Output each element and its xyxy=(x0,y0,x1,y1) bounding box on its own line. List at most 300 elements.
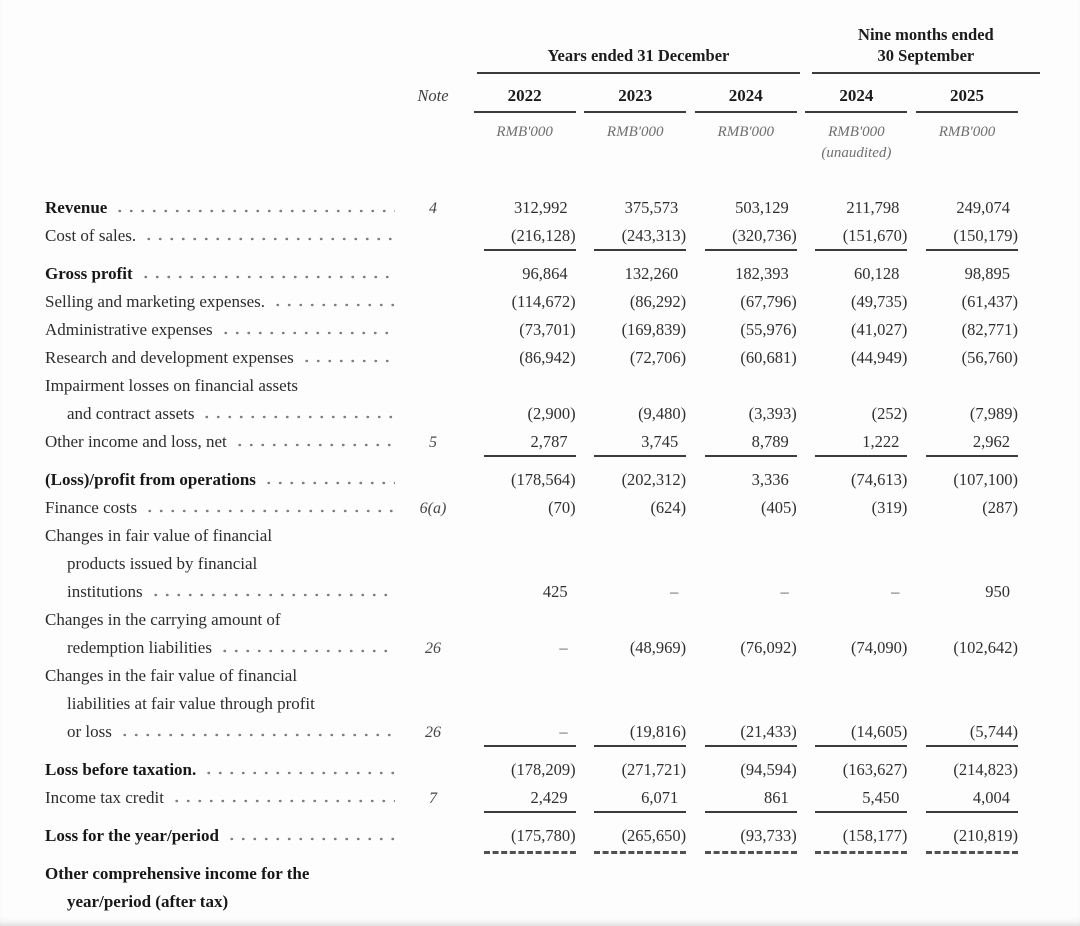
value-box xyxy=(926,788,1018,813)
value-box xyxy=(594,292,686,315)
dot-leader xyxy=(272,294,395,307)
value: (44,949) xyxy=(851,348,908,367)
table-row xyxy=(45,788,1018,816)
value-box xyxy=(815,292,907,315)
value: (73,701) xyxy=(519,320,576,339)
value-box xyxy=(815,498,907,521)
value: (214,823) xyxy=(953,760,1018,779)
value-box xyxy=(926,264,1018,287)
table-line xyxy=(45,264,1018,292)
value: 861 xyxy=(764,788,789,807)
dot-leader xyxy=(119,724,395,737)
value-box xyxy=(705,404,797,427)
note-cell: 5 xyxy=(429,434,437,451)
value: (169,839) xyxy=(621,320,687,339)
value-box xyxy=(705,226,797,251)
value: 3,336 xyxy=(751,470,789,489)
group2-title-line2: 30 September xyxy=(877,46,975,65)
year-header-2023: 2023 xyxy=(584,86,686,113)
value-box xyxy=(594,264,686,287)
year-cell xyxy=(907,86,1018,113)
row-label xyxy=(45,694,401,714)
table-line xyxy=(45,470,1018,498)
value-box xyxy=(705,826,797,854)
value-box xyxy=(594,498,686,521)
value: (175,780) xyxy=(510,826,576,845)
value-cell xyxy=(465,320,576,343)
value-cell xyxy=(576,348,687,371)
value-box xyxy=(594,348,686,371)
row-label-text: redemption liabilities xyxy=(67,638,212,657)
value-box xyxy=(594,826,686,854)
value-cell xyxy=(907,404,1018,427)
value-cell xyxy=(576,404,687,427)
year-cell xyxy=(465,86,576,113)
value-box xyxy=(926,404,1018,427)
row-label-text: (Loss)/profit from operations xyxy=(45,470,256,489)
value-box xyxy=(705,760,797,783)
table-line xyxy=(45,554,1018,582)
value-cell xyxy=(797,582,908,605)
value-cell xyxy=(686,582,797,605)
value: (41,027) xyxy=(851,320,908,339)
value-box xyxy=(594,638,686,661)
value: 249,074 xyxy=(956,198,1010,217)
year-header-row xyxy=(45,86,1018,113)
value: 2,962 xyxy=(972,432,1010,451)
row-label xyxy=(45,320,401,340)
dot-leader xyxy=(140,266,395,279)
row-label-text: Loss before taxation. xyxy=(45,760,197,779)
unit-cell xyxy=(576,123,687,141)
table-line xyxy=(45,826,1018,854)
note-column-header: Note xyxy=(417,86,449,105)
table-row xyxy=(45,526,1018,610)
value: 375,573 xyxy=(624,198,679,217)
value: 2,429 xyxy=(530,788,568,807)
value: (624) xyxy=(650,498,687,517)
value-box xyxy=(815,226,907,251)
unaudited-cell xyxy=(797,144,908,162)
value: (178,209) xyxy=(510,760,576,779)
row-label xyxy=(45,470,401,490)
value-box xyxy=(705,470,797,493)
row-label-text: Loss for the year/period xyxy=(45,826,219,845)
value-cell xyxy=(465,348,576,371)
note-cell: 26 xyxy=(425,724,441,741)
value: (86,292) xyxy=(629,292,687,311)
table-row xyxy=(45,292,1018,320)
value-box xyxy=(815,722,907,747)
value-box xyxy=(705,198,797,221)
value: (60,681) xyxy=(740,348,797,367)
value-box xyxy=(815,826,907,854)
value-cell xyxy=(907,638,1018,661)
value-box xyxy=(705,264,797,287)
value-cell xyxy=(465,638,576,661)
row-label xyxy=(45,198,401,218)
year-header-9m-2025: 2025 xyxy=(916,86,1018,113)
value-box xyxy=(484,498,576,521)
dot-leader xyxy=(301,350,395,363)
year-header-9m-2024: 2024 xyxy=(805,86,907,113)
value-cell xyxy=(576,264,687,287)
year-cell xyxy=(686,86,797,113)
value-box xyxy=(484,320,576,343)
row-label-text: or loss xyxy=(67,722,112,741)
value-cell xyxy=(797,760,908,783)
value-box xyxy=(594,404,686,427)
note-cell: 6(a) xyxy=(419,500,447,517)
table-line xyxy=(45,226,1018,254)
value-box xyxy=(484,198,576,221)
table-line xyxy=(45,432,1018,460)
row-label-text: Finance costs xyxy=(45,498,138,517)
value-box xyxy=(705,348,797,371)
table-row xyxy=(45,666,1018,750)
table-line xyxy=(45,348,1018,376)
row-label-text: Other income and loss, net xyxy=(45,432,227,451)
value-cell xyxy=(907,760,1018,783)
value-cell xyxy=(576,760,687,783)
table-row xyxy=(45,198,1018,226)
unit-label: RMB'000 xyxy=(938,124,996,140)
group1-title: Years ended 31 December xyxy=(547,46,730,65)
value-cell xyxy=(907,826,1018,854)
table-line xyxy=(45,666,1018,694)
value-box xyxy=(926,722,1018,747)
dot-leader xyxy=(220,322,395,335)
note-cell: 26 xyxy=(425,640,441,657)
value-cell xyxy=(907,788,1018,813)
table-line xyxy=(45,864,1018,892)
dot-leader xyxy=(114,200,395,213)
row-label xyxy=(45,826,401,846)
row-label-text: Other comprehensive income for the xyxy=(45,864,310,883)
row-label xyxy=(45,722,401,742)
value: (94,594) xyxy=(740,760,797,779)
value-cell xyxy=(907,292,1018,315)
value: 96,864 xyxy=(522,264,568,283)
unit-cell xyxy=(686,123,797,141)
value: 950 xyxy=(985,582,1010,601)
value-cell xyxy=(797,320,908,343)
year-header-2024: 2024 xyxy=(695,86,797,113)
value-box xyxy=(484,722,576,747)
table-row xyxy=(45,826,1018,854)
value-cell xyxy=(797,498,908,521)
row-label-text: Administrative expenses xyxy=(45,320,213,339)
row-label xyxy=(45,582,401,602)
value-cell xyxy=(465,760,576,783)
value: – xyxy=(669,582,679,601)
value: (19,816) xyxy=(629,722,687,741)
value-cell xyxy=(576,226,687,251)
value-cell xyxy=(797,722,908,747)
value-cell xyxy=(686,826,797,854)
value-box xyxy=(705,788,797,813)
value-cell xyxy=(907,470,1018,493)
value-box xyxy=(815,638,907,661)
row-label xyxy=(45,498,401,518)
year-cell xyxy=(797,86,908,113)
value-cell xyxy=(465,198,576,221)
value-box xyxy=(705,582,797,605)
value-cell xyxy=(576,432,687,457)
value-box xyxy=(926,226,1018,251)
row-label-text: Income tax credit xyxy=(45,788,164,807)
value-cell xyxy=(576,498,687,521)
value: (319) xyxy=(871,498,908,517)
value-box xyxy=(484,432,576,457)
value: (265,650) xyxy=(621,826,687,845)
row-label-text: Gross profit xyxy=(45,264,133,283)
value: (3,393) xyxy=(748,404,797,423)
note-cell: 4 xyxy=(429,200,437,217)
value-box xyxy=(705,292,797,315)
value: (67,796) xyxy=(740,292,797,311)
dot-leader xyxy=(219,640,395,653)
table-row xyxy=(45,470,1018,498)
row-label xyxy=(45,554,401,574)
table-row xyxy=(45,264,1018,292)
value: (14,605) xyxy=(851,722,908,741)
value: (320,736) xyxy=(732,226,797,245)
value-cell xyxy=(686,198,797,221)
table-line xyxy=(45,376,1018,404)
value-box xyxy=(815,470,907,493)
dot-leader xyxy=(226,828,395,841)
value-cell xyxy=(686,498,797,521)
value-cell xyxy=(576,320,687,343)
row-label xyxy=(45,638,401,658)
table-line xyxy=(45,892,1018,920)
value-cell xyxy=(797,264,908,287)
value: 3,745 xyxy=(641,432,679,451)
value: (70) xyxy=(548,498,576,517)
value: – xyxy=(559,722,568,741)
value: (243,313) xyxy=(621,226,687,245)
column-group-years-ended xyxy=(477,45,800,74)
value-box xyxy=(926,292,1018,315)
row-label xyxy=(45,760,401,780)
value: 312,992 xyxy=(513,198,568,217)
value-box xyxy=(926,826,1018,854)
table-row xyxy=(45,760,1018,788)
value: (151,670) xyxy=(842,226,908,245)
value-cell xyxy=(576,826,687,854)
row-label xyxy=(45,264,401,284)
value-box xyxy=(594,788,686,813)
table-row xyxy=(45,864,1018,920)
table-body xyxy=(45,198,1018,920)
value-cell xyxy=(686,348,797,371)
unit-cell xyxy=(465,123,576,141)
value-cell xyxy=(576,722,687,747)
value-box xyxy=(926,498,1018,521)
value-cell xyxy=(797,404,908,427)
value-cell xyxy=(907,348,1018,371)
value: (74,613) xyxy=(851,470,908,489)
row-label xyxy=(45,404,401,424)
value-cell xyxy=(797,226,908,251)
value: (178,564) xyxy=(510,470,576,489)
row-label-text: Changes in fair value of financial xyxy=(45,526,273,545)
value: 425 xyxy=(542,582,568,601)
value-cell xyxy=(465,826,576,854)
value-box xyxy=(926,582,1018,605)
value: (93,733) xyxy=(740,826,797,845)
value-box xyxy=(705,498,797,521)
value: 1,222 xyxy=(862,432,900,451)
row-label xyxy=(45,610,401,630)
value: – xyxy=(780,582,789,601)
value: (114,672) xyxy=(511,292,576,311)
row-label-text: Revenue xyxy=(45,198,108,217)
value-cell xyxy=(465,722,576,747)
dot-leader xyxy=(143,228,395,241)
row-label xyxy=(45,348,401,368)
value-cell xyxy=(797,292,908,315)
dot-leader xyxy=(201,406,395,419)
value-box xyxy=(815,582,907,605)
value-box xyxy=(705,432,797,457)
column-group-nine-months xyxy=(812,24,1040,74)
value-cell xyxy=(465,498,576,521)
value: 60,128 xyxy=(854,264,900,283)
value: (163,627) xyxy=(842,760,908,779)
value-box xyxy=(594,470,686,493)
table-row xyxy=(45,610,1018,666)
value: 2,787 xyxy=(530,432,568,451)
value: – xyxy=(559,638,568,657)
value: (252) xyxy=(871,404,908,423)
value-box xyxy=(484,404,576,427)
table-line xyxy=(45,760,1018,788)
value-cell xyxy=(907,582,1018,605)
dot-leader xyxy=(203,762,395,775)
value-cell xyxy=(686,292,797,315)
row-label-text: year/period (after tax) xyxy=(67,892,229,911)
unit-label: RMB'000 xyxy=(606,124,664,140)
row-label xyxy=(45,892,401,912)
value-cell xyxy=(686,320,797,343)
row-label xyxy=(45,864,401,884)
value: (405) xyxy=(761,498,797,517)
value-cell xyxy=(465,432,576,457)
dot-leader xyxy=(150,584,395,597)
value-box xyxy=(926,432,1018,457)
table-line xyxy=(45,582,1018,610)
value-cell xyxy=(686,638,797,661)
value-cell xyxy=(686,226,797,251)
unit-cell xyxy=(797,123,908,141)
value-cell xyxy=(576,788,687,813)
row-label-text: Cost of sales. xyxy=(45,226,137,245)
value-box xyxy=(594,722,686,747)
table-row xyxy=(45,432,1018,460)
row-label xyxy=(45,292,401,312)
group2-title-line1: Nine months ended xyxy=(858,25,994,44)
value: (202,312) xyxy=(621,470,687,489)
value: (9,480) xyxy=(638,404,687,423)
value-box xyxy=(926,320,1018,343)
value-box xyxy=(484,292,576,315)
row-label xyxy=(45,376,401,396)
value: 5,450 xyxy=(862,788,900,807)
value-cell xyxy=(686,432,797,457)
value-cell xyxy=(907,432,1018,457)
value: (61,437) xyxy=(961,292,1018,311)
unit-label: RMB'000 xyxy=(717,124,775,140)
value-cell xyxy=(907,198,1018,221)
value-box xyxy=(484,826,576,854)
table-line xyxy=(45,292,1018,320)
value-cell xyxy=(797,638,908,661)
table-row xyxy=(45,348,1018,376)
value-cell xyxy=(797,470,908,493)
value-cell xyxy=(465,292,576,315)
row-label-text: Changes in the carrying amount of xyxy=(45,610,281,629)
value-box xyxy=(705,722,797,747)
value-box xyxy=(926,638,1018,661)
value-box xyxy=(705,638,797,661)
value-box xyxy=(594,582,686,605)
unaudited-label: (unaudited) xyxy=(821,145,892,161)
row-label-text: Research and development expenses xyxy=(45,348,294,367)
value-cell xyxy=(576,638,687,661)
table-line xyxy=(45,694,1018,722)
value-box xyxy=(594,320,686,343)
table-header xyxy=(45,24,1018,162)
value: 8,789 xyxy=(751,432,789,451)
dot-leader xyxy=(263,472,395,485)
value: 503,129 xyxy=(735,198,789,217)
value-box xyxy=(926,348,1018,371)
row-label xyxy=(45,788,401,808)
value: (56,760) xyxy=(961,348,1018,367)
value: 6,071 xyxy=(641,788,679,807)
value-cell xyxy=(465,264,576,287)
value-box xyxy=(484,760,576,783)
value: (76,092) xyxy=(740,638,797,657)
row-label xyxy=(45,666,401,686)
value-box xyxy=(484,470,576,493)
dot-leader xyxy=(144,500,395,513)
unit-label: RMB'000 xyxy=(496,124,553,140)
value-box xyxy=(815,198,907,221)
value: (271,721) xyxy=(621,760,687,779)
row-label-text: and contract assets xyxy=(67,404,195,423)
value-cell xyxy=(797,432,908,457)
unit-label: RMB'000 xyxy=(828,124,885,140)
value: (7,989) xyxy=(969,404,1018,423)
table-line xyxy=(45,198,1018,226)
value-box xyxy=(815,760,907,783)
value: (210,819) xyxy=(953,826,1018,845)
value-cell xyxy=(907,226,1018,251)
value: (107,100) xyxy=(953,470,1018,489)
value: – xyxy=(891,582,900,601)
value-cell xyxy=(686,264,797,287)
row-label-text: institutions xyxy=(67,582,143,601)
table-line xyxy=(45,722,1018,750)
value-box xyxy=(926,470,1018,493)
table-row xyxy=(45,498,1018,526)
value-box xyxy=(594,226,686,251)
dot-leader xyxy=(171,790,395,803)
unaudited-row xyxy=(45,144,1018,162)
